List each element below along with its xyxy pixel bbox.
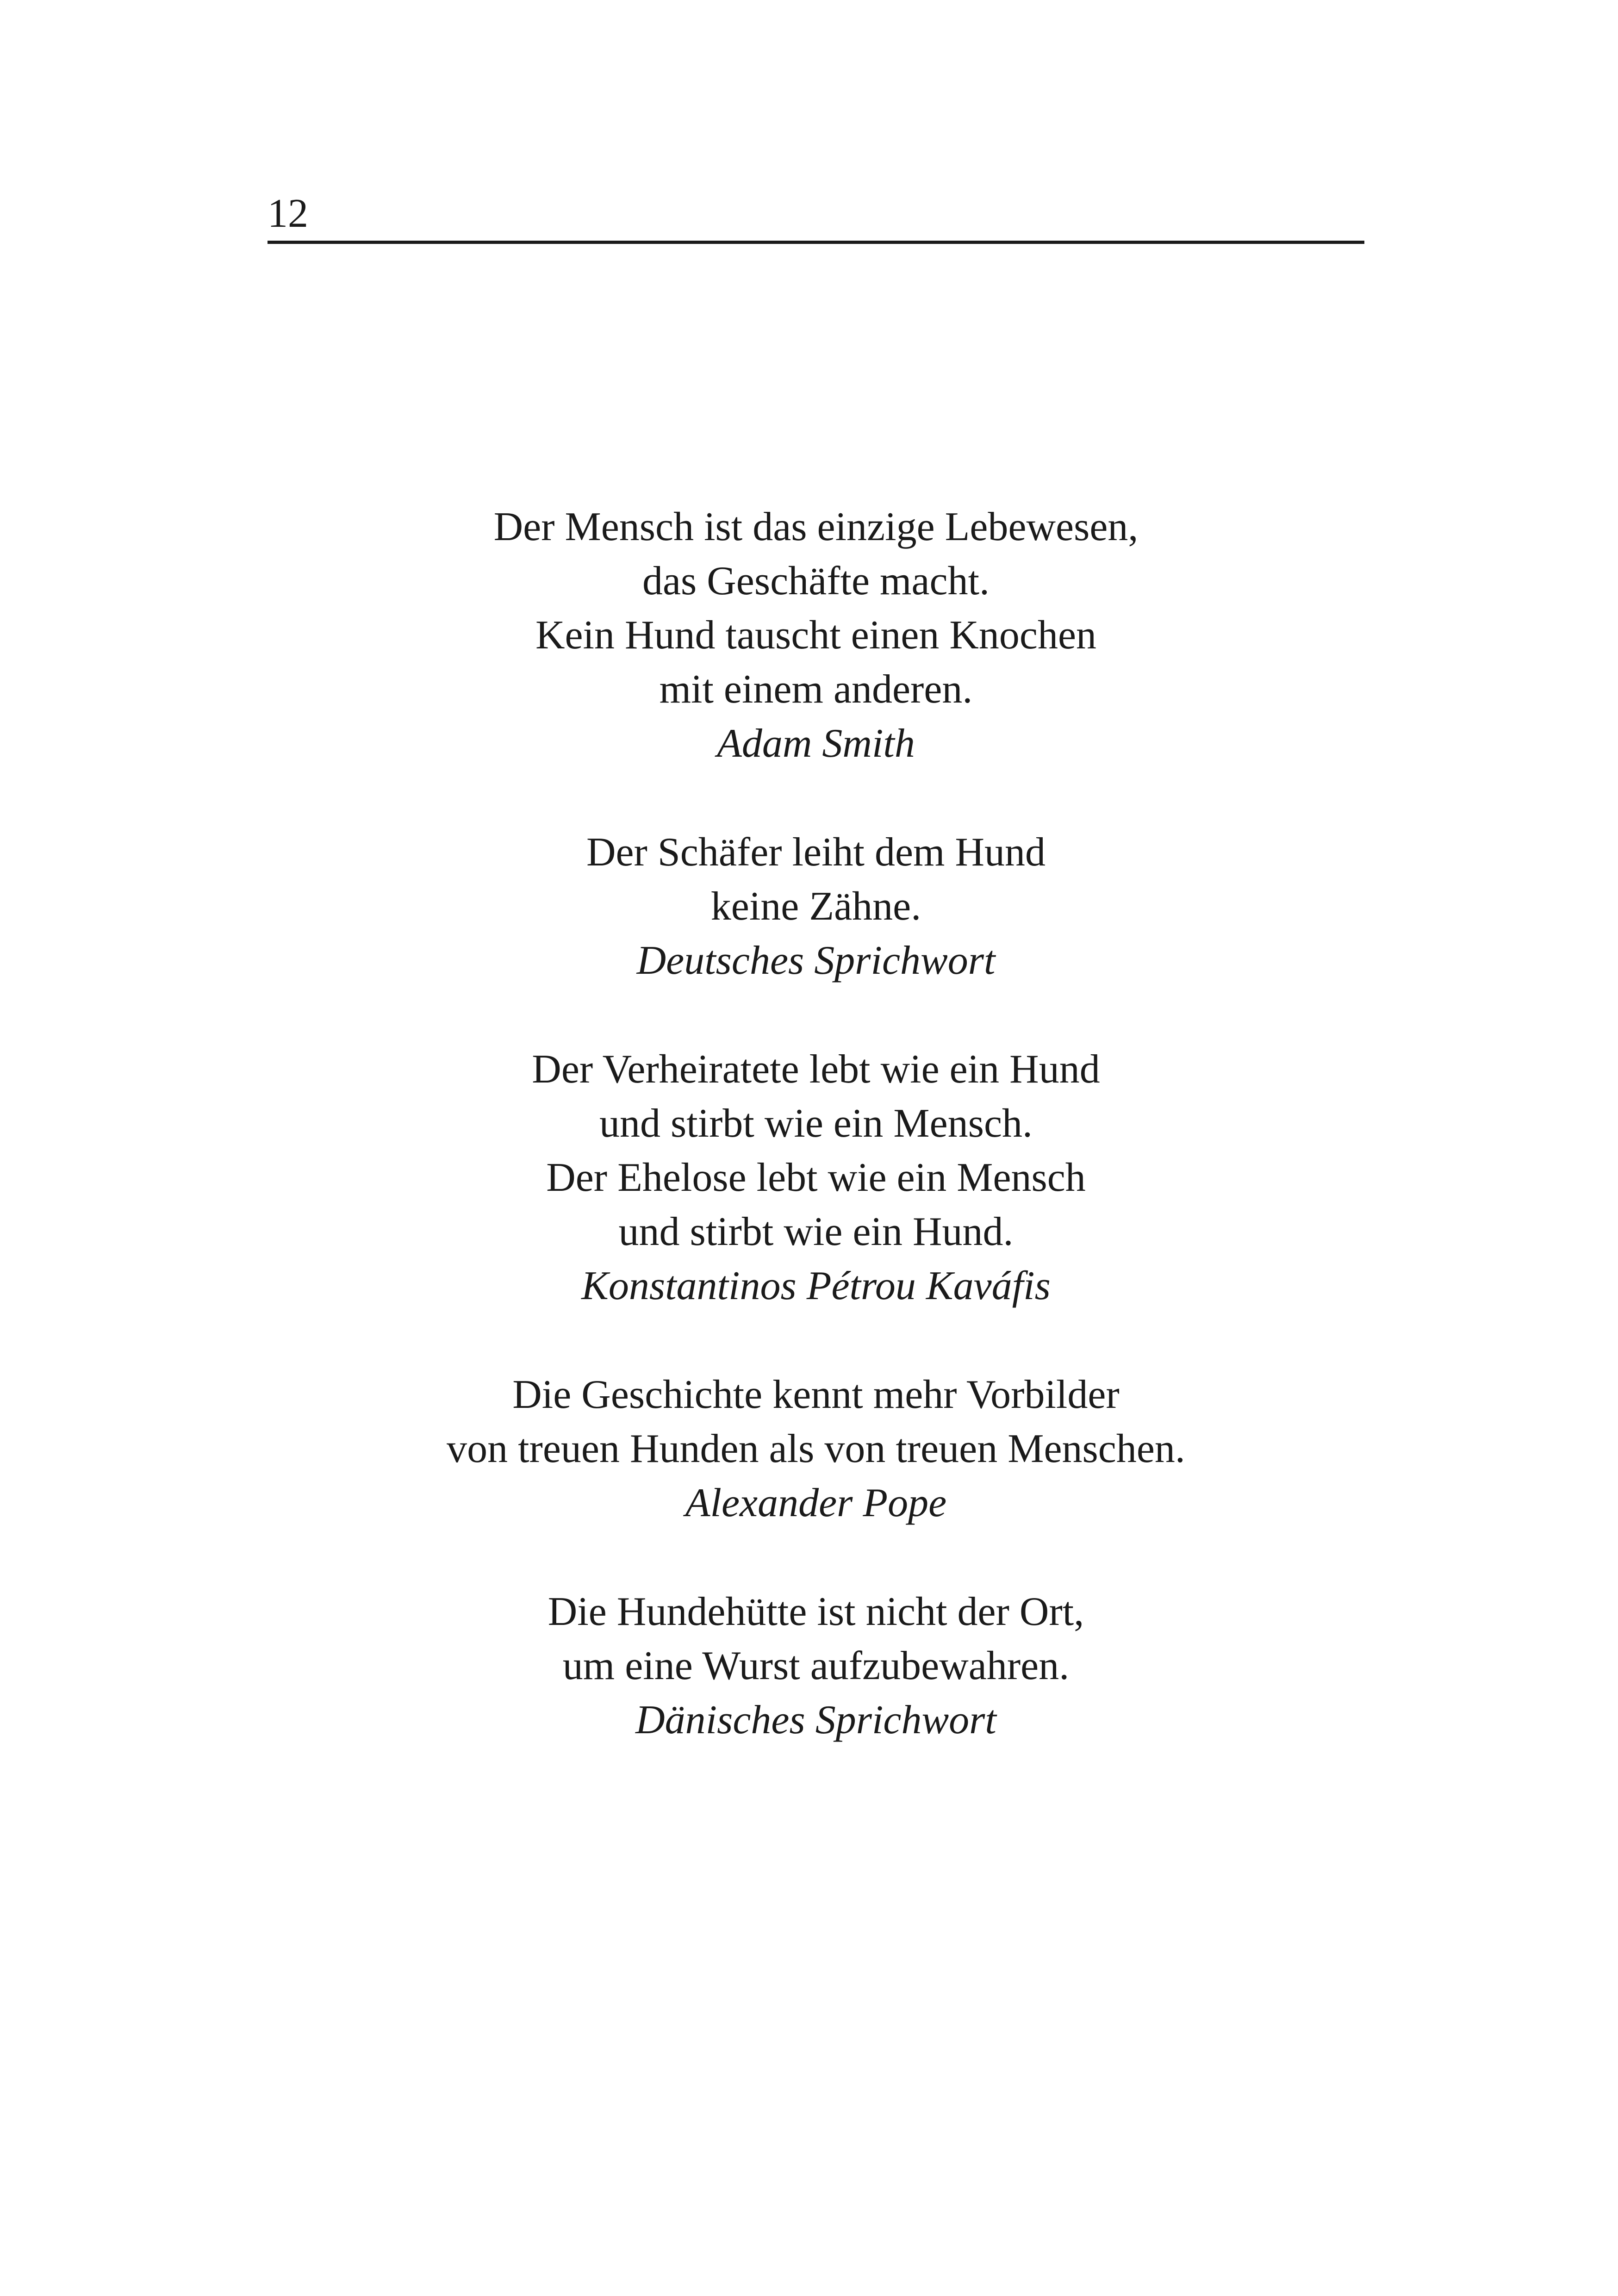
quote-line: das Geschäfte macht.: [642, 559, 990, 604]
quote-author: Dänisches Sprichwort: [635, 1698, 996, 1742]
quote-list: [268, 500, 1364, 1802]
quote-line: Der Schäfer leiht dem Hund: [586, 830, 1046, 875]
quote-author: Alexander Pope: [685, 1481, 947, 1525]
quote-line: Der Verheiratete lebt wie ein Hund: [532, 1047, 1100, 1092]
quote-daenisches-sprichwort: [268, 1585, 1364, 1747]
quote-line: und stirbt wie ein Hund.: [618, 1209, 1014, 1254]
quote-deutsches-sprichwort: [268, 825, 1364, 988]
quote-alexander-pope: [268, 1368, 1364, 1530]
quote-kavafis: [268, 1042, 1364, 1313]
quote-line: mit einem anderen.: [659, 667, 973, 712]
quote-line: Der Ehelose lebt wie ein Mensch: [546, 1155, 1086, 1200]
page-number: 12: [268, 191, 308, 236]
quote-adam-smith: [268, 500, 1364, 771]
quote-line: Die Hundehütte ist nicht der Ort,: [548, 1589, 1084, 1634]
quote-line: Der Mensch ist das einzige Lebewesen,: [493, 504, 1139, 549]
quote-line: keine Zähne.: [710, 884, 921, 929]
quote-line: und stirbt wie ein Mensch.: [599, 1101, 1033, 1146]
quote-line: um eine Wurst aufzubewahren.: [562, 1643, 1070, 1688]
quote-author: Adam Smith: [717, 721, 915, 766]
quote-author: Konstantinos Pétrou Kaváfis: [581, 1263, 1051, 1308]
quote-line: Kein Hund tauscht einen Knochen: [535, 613, 1097, 658]
page-header: [268, 180, 1364, 244]
quote-line: von treuen Hunden als von treuen Menschen.: [447, 1426, 1185, 1471]
quote-author: Deutsches Sprichwort: [636, 938, 996, 983]
quote-line: Die Geschichte kennt mehr Vorbilder: [512, 1372, 1120, 1417]
